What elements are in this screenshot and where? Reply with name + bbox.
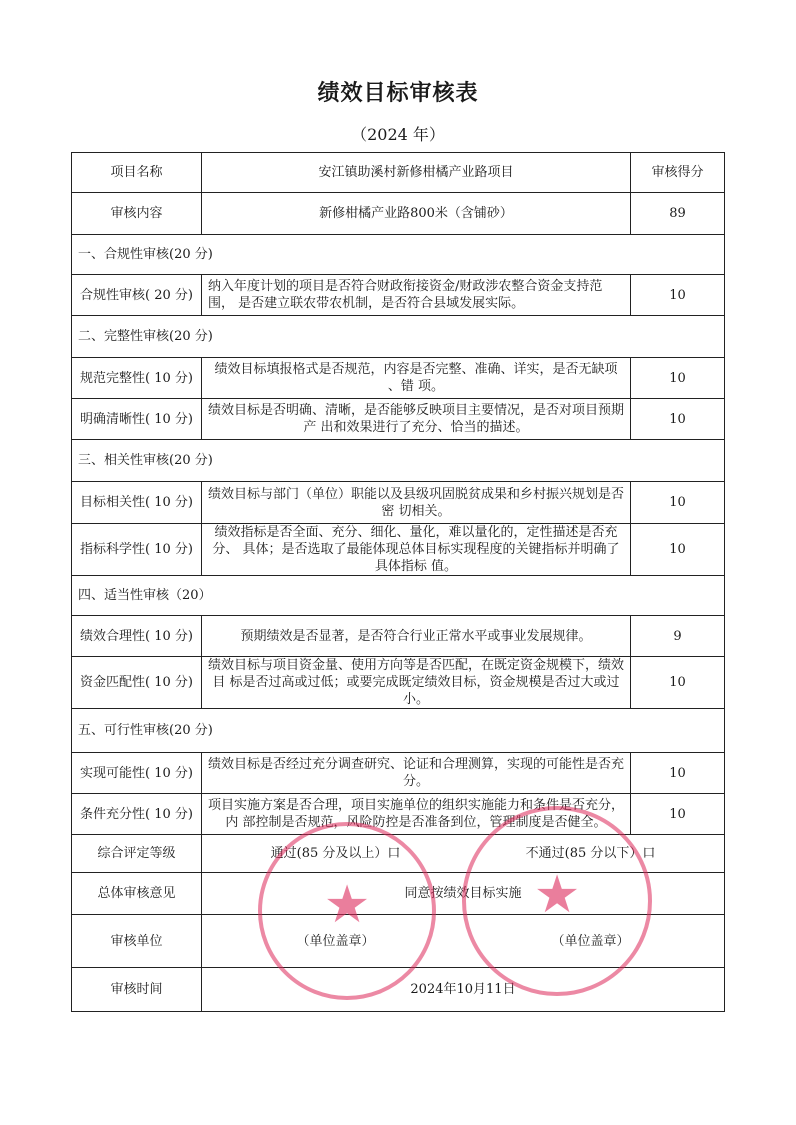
- criteria-desc: 绩效目标是否明确、清晰，是否能够反映项目主要情况，是否对项目预期产 出和效果进行了充分、恰当的描述。: [202, 399, 631, 440]
- rating-label: 综合评定等级: [72, 835, 202, 873]
- unit-seal-right: （单位盖章）: [551, 933, 630, 949]
- criteria-score: 10: [631, 482, 725, 524]
- document-title: 绩效目标审核表: [317, 81, 479, 106]
- opinion-label: 总体审核意见: [72, 873, 202, 915]
- criteria-score: 10: [631, 753, 725, 794]
- criteria-score: 10: [631, 524, 725, 576]
- criteria-row: [72, 482, 725, 524]
- score-header: 审核得分: [631, 153, 725, 193]
- date-label: 审核时间: [72, 968, 202, 1012]
- opinion-row: [72, 873, 725, 915]
- criteria-label: 条件充分性( 10 分): [72, 794, 202, 835]
- rating-fail-option: 不通过(85 分以下）口: [525, 846, 656, 861]
- criteria-label: 合规性审核( 20 分): [72, 275, 202, 316]
- seal-star-icon: ★: [533, 865, 581, 925]
- criteria-desc: 纳入年度计划的项目是否符合财政衔接资金/财政涉农整合资金支持范围， 是否建立联农带农机制，是否符合县域发展实际。: [202, 275, 631, 316]
- section-title: 二、完整性审核(20 分): [72, 316, 725, 358]
- criteria-score: 10: [631, 358, 725, 399]
- section-row: [72, 576, 725, 616]
- criteria-row: [72, 524, 725, 576]
- criteria-score: 10: [631, 794, 725, 835]
- section-row: [72, 709, 725, 753]
- seal-star-icon: ★: [323, 875, 371, 935]
- criteria-row: [72, 616, 725, 657]
- criteria-row: [72, 399, 725, 440]
- criteria-desc: 项目实施方案是否合理，项目实施单位的组织实施能力和条件是否充分，内 部控制是否规范，风险防控是否准备到位，管理制度是否健全。: [202, 794, 631, 835]
- rating-pass-option: 通过(85 分及以上）口: [270, 846, 401, 861]
- project-name-value: 安江镇助溪村新修柑橘产业路项目: [202, 153, 631, 193]
- unit-row: [72, 915, 725, 968]
- criteria-label: 资金匹配性( 10 分): [72, 657, 202, 709]
- criteria-score: 9: [631, 616, 725, 657]
- section-title: 一、合规性审核(20 分): [72, 235, 725, 275]
- criteria-desc: 绩效目标与部门（单位）职能以及县级巩固脱贫成果和乡村振兴规划是否密 切相关。: [202, 482, 631, 524]
- criteria-label: 绩效合理性( 10 分): [72, 616, 202, 657]
- rating-row: [72, 835, 725, 873]
- section-title: 五、可行性审核(20 分): [72, 709, 725, 753]
- criteria-row: [72, 657, 725, 709]
- criteria-desc: 绩效目标是否经过充分调查研究、论证和合理测算，实现的可能性是否充分。: [202, 753, 631, 794]
- date-row: [72, 968, 725, 1012]
- unit-label: 审核单位: [72, 915, 202, 968]
- criteria-score: 10: [631, 657, 725, 709]
- document-year: （2024 年）: [351, 125, 445, 144]
- project-name-label: 项目名称: [72, 153, 202, 193]
- unit-seal-left: （单位盖章）: [296, 933, 375, 949]
- criteria-label: 实现可能性( 10 分): [72, 753, 202, 794]
- header-row: [72, 153, 725, 193]
- opinion-value: 同意按绩效目标实施: [202, 873, 725, 915]
- unit-seals: [202, 915, 725, 968]
- criteria-row: [72, 358, 725, 399]
- section-row: [72, 440, 725, 482]
- total-score: 89: [631, 193, 725, 235]
- section-row: [72, 316, 725, 358]
- section-row: [72, 235, 725, 275]
- criteria-desc: 预期绩效是否显著，是否符合行业正常水平或事业发展规律。: [202, 616, 631, 657]
- criteria-score: 10: [631, 275, 725, 316]
- section-title: 四、适当性审核（20）: [72, 576, 725, 616]
- criteria-label: 规范完整性( 10 分): [72, 358, 202, 399]
- criteria-label: 明确清晰性( 10 分): [72, 399, 202, 440]
- content-value: 新修柑橘产业路800米（含铺砂）: [202, 193, 631, 235]
- review-table: [71, 152, 725, 1012]
- criteria-row: [72, 794, 725, 835]
- content-label: 审核内容: [72, 193, 202, 235]
- criteria-row: [72, 275, 725, 316]
- criteria-desc: 绩效目标与项目资金量、使用方向等是否匹配，在既定资金规模下，绩效目 标是否过高或过低；或要完成既定绩效目标，资金规模是否过大或过小。: [202, 657, 631, 709]
- criteria-desc: 绩效目标填报格式是否规范，内容是否完整、准确、详实，是否无缺项 、错 项。: [202, 358, 631, 399]
- criteria-row: [72, 753, 725, 794]
- date-value: 2024年10月11日: [202, 968, 725, 1012]
- rating-options: [202, 835, 725, 873]
- content-row: [72, 193, 725, 235]
- section-title: 三、相关性审核(20 分): [72, 440, 725, 482]
- criteria-score: 10: [631, 399, 725, 440]
- criteria-desc: 绩效指标是否全面、充分、细化、量化，难以量化的，定性描述是否充分、 具体；是否选取了最能体现总体目标实现程度的关键指标并明确了具体指标 值。: [202, 524, 631, 576]
- criteria-label: 指标科学性( 10 分): [72, 524, 202, 576]
- criteria-label: 目标相关性( 10 分): [72, 482, 202, 524]
